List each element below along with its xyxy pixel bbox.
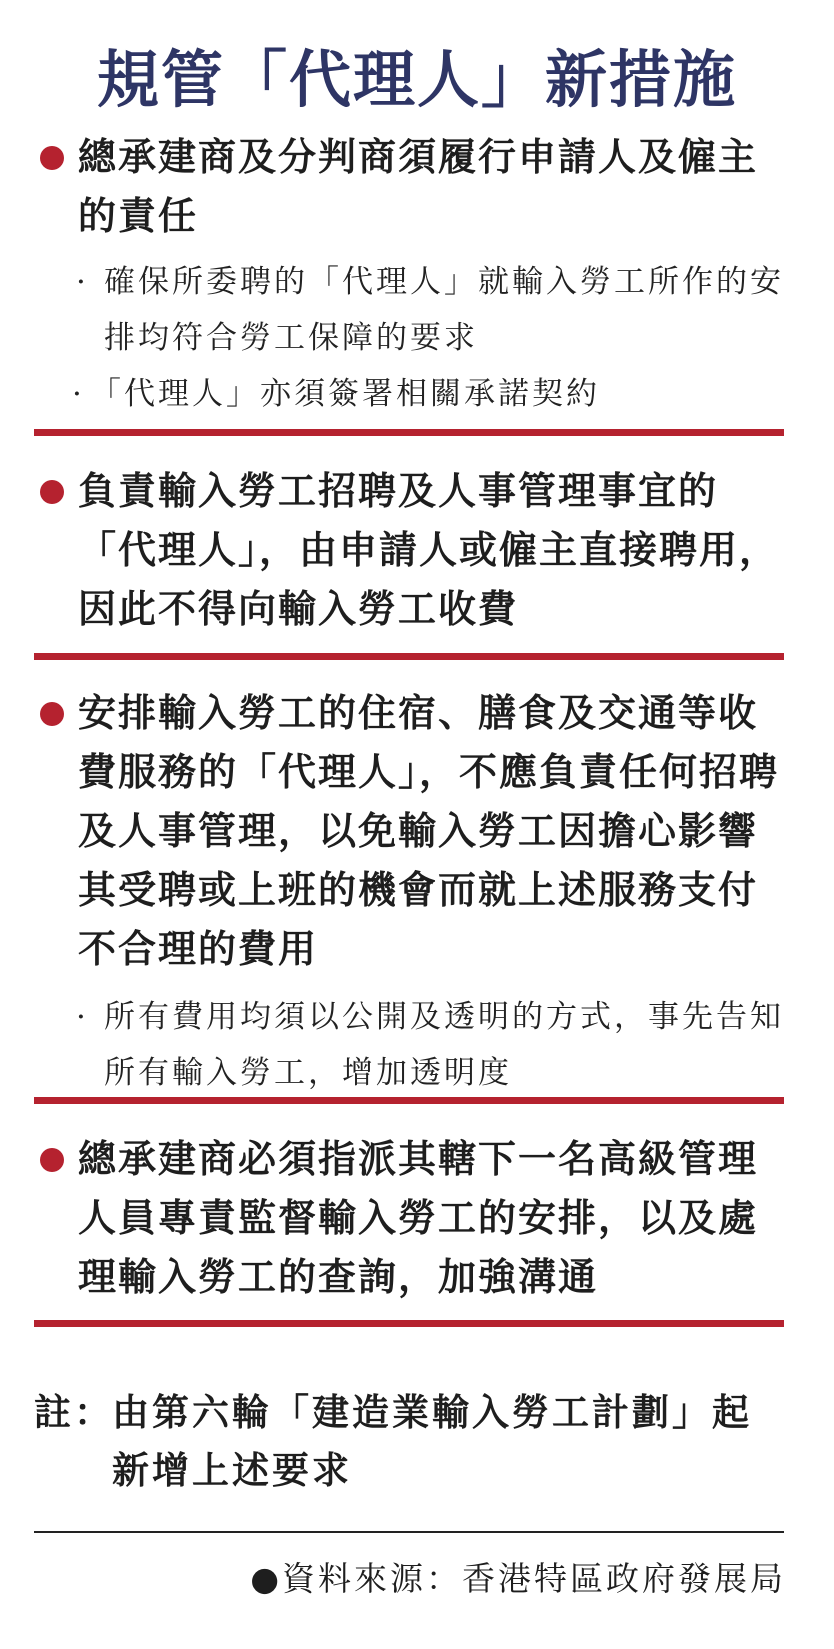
measure-text: 安排輸入勞工的住宿、膳食及交通等收費服務的「代理人」，不應負責任何招聘及人事管理，以免輸入勞工因擔心影響其受聘或上班的機會而就上述服務支付不合理的費用 bbox=[78, 691, 780, 971]
footnote-text: 由第六輪「建造業輸入勞工計劃」起新增上述要求 bbox=[112, 1391, 752, 1492]
sub-point-text: 所有費用均須以公開及透明的方式，事先告知所有輸入勞工，增加透明度 bbox=[104, 999, 784, 1091]
measure-item bbox=[34, 462, 784, 639]
bullet-dot-icon bbox=[40, 146, 64, 170]
page-title: 規管「代理人」新措施 bbox=[96, 43, 737, 116]
footnote-label: 註： bbox=[34, 1391, 114, 1434]
bullet-dot-icon bbox=[40, 702, 64, 726]
sub-bullet-mark: · bbox=[76, 264, 89, 300]
measure-section-1 bbox=[34, 128, 784, 422]
measure-item bbox=[34, 1130, 784, 1307]
sub-point bbox=[34, 366, 784, 422]
measure-section-3 bbox=[34, 684, 784, 1101]
bullet-dot-icon bbox=[40, 480, 64, 504]
sub-bullet-mark: · bbox=[72, 376, 85, 412]
sub-point-text: 「代理人」亦須簽署相關承諾契約 bbox=[90, 376, 600, 412]
section-divider bbox=[34, 1320, 784, 1327]
measure-text: 總承建商必須指派其轄下一名高級管理人員專責監督輸入勞工的安排，以及處理輸入勞工的查詢，加強溝通 bbox=[78, 1137, 759, 1299]
measure-section-4 bbox=[34, 1130, 784, 1307]
section-divider bbox=[34, 1097, 784, 1104]
source-credit: ●資料來源：香港特區政府發展局 bbox=[250, 1559, 786, 1598]
measure-section-2 bbox=[34, 462, 784, 639]
section-divider bbox=[34, 653, 784, 660]
sub-point bbox=[34, 254, 784, 366]
measure-item bbox=[34, 684, 784, 979]
footnote bbox=[34, 1384, 784, 1500]
sub-bullet-mark: · bbox=[76, 999, 89, 1035]
sub-point bbox=[34, 989, 784, 1101]
measure-item bbox=[34, 128, 784, 246]
section-divider bbox=[34, 429, 784, 436]
measure-text: 負責輸入勞工招聘及人事管理事宜的「代理人」，由申請人或僱主直接聘用，因此不得向輸入勞工收費 bbox=[78, 469, 780, 631]
footer-rule bbox=[34, 1531, 784, 1533]
measure-text: 總承建商及分判商須履行申請人及僱主的責任 bbox=[78, 135, 759, 238]
bullet-dot-icon bbox=[40, 1148, 64, 1172]
sub-point-text: 確保所委聘的「代理人」就輸入勞工所作的安排均符合勞工保障的要求 bbox=[104, 264, 784, 356]
